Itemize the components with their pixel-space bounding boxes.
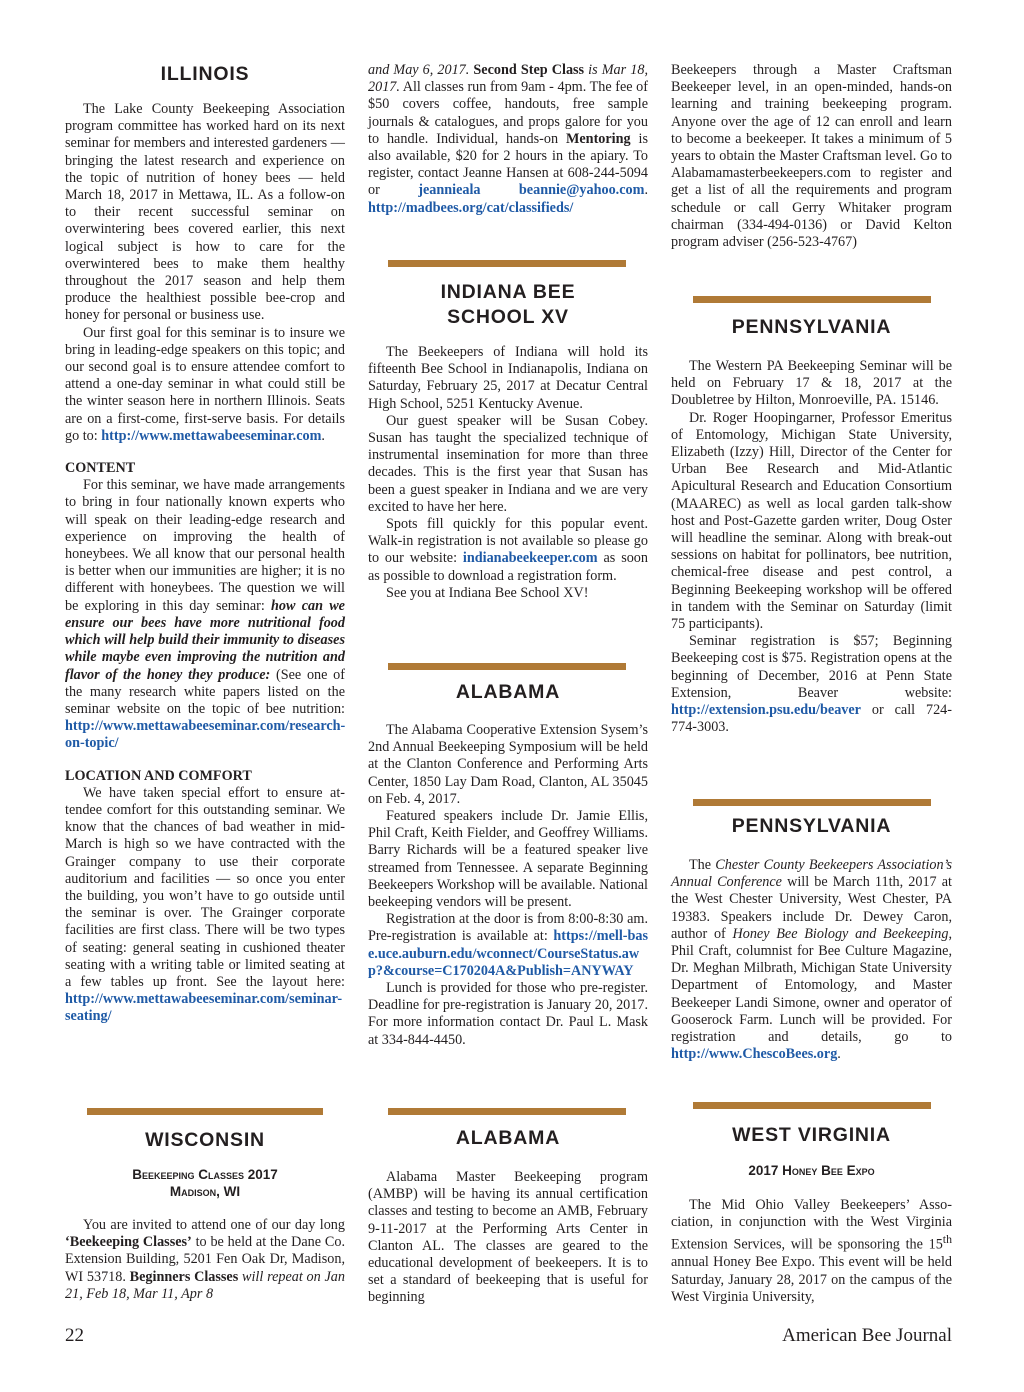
wisconsin-cont-text-c: . [644,182,648,199]
illinois-paragraph-3-text-b: (See one of the many research white papers listed on the seminar website on the topic of bee nutrition: [65,666,345,717]
madbees-link[interactable]: http://madbees.org/cat/classifieds/ [368,199,574,216]
west-virginia-section [671,1123,952,1306]
indiana-paragraph-3-end: as soon as possible to download a registration form. [368,550,648,584]
wisconsin-text-b: to be held at the Dane Co. Extension Building, 5201 Fen Oak Dr, Madison, WI 53718. [65,1234,345,1285]
indiana-paragraph-2: Our guest speaker will be Susan Cobey. Susan has taught the specialized technique of instrumental insemination for more than three decades. This is the first year that Susan has been a guest speaker in Indiana and we are very excited to have her here. [368,412,648,515]
chescobees-link[interactable]: http://www.ChescoBees.org [671,1046,838,1063]
pennsylvania-chester-paragraph [671,857,952,1063]
wisconsin-dates-italic: will repeat on Jan 21, Feb 18, Mar 11, Apr 8 [65,1268,345,1302]
illinois-paragraph-2-end: . [321,427,325,444]
research-on-topic-link[interactable]: http://www.mettawabeeseminar.com/research-on-topic/ [65,718,346,752]
wisconsin-paragraph-1 [65,1217,345,1303]
alabama-symposium-section [368,680,648,1049]
illinois-paragraph-4-text: We have taken special effort to ensure attendee comfort for this outstanding seminar. We know that the chances of bad weather in mid-March is high so we have contracted with the Grainger company to use their corporate auditorium and facilities — so once you enter the building, you won’t have to go outside until the seminar is over. The Grainger corporate facilities are first class. There will be two types of seating: general seating in cushioned theater seating with a writing table or limited seating at a few tables up front. See the layout here: [65,784,345,990]
wisconsin-cont-text-a: All classes run from 9am - 4pm. The fee of $50 covers coffee, handouts, free sample journals & catalogues, and props galore for you to handle. Individual, hands-on [368,79,648,147]
chester-text-end: . [837,1046,841,1063]
wisconsin-paragraph-continued [368,62,648,217]
alabama-paragraph-2: Featured speakers include Dr. Jamie Ellis, Phil Craft, Keith Fielder, and Geoffrey Williams. Barry Richards will be a featured speaker live streamed from Tennessee. A separate Beginning Beekeepers Workshop will be available. National beekeeping vendors will be present. [368,808,648,911]
wisconsin-location: Madison, WI [169,1184,241,1199]
mentoring-bold: Mentoring [565,130,631,147]
illinois-paragraph-4 [65,785,345,1026]
alabama-master-continued [671,62,952,251]
wisconsin-cont-italic: and May 6, 2017. [368,62,470,78]
wv-text-b: annual Honey Bee Expo. This event will be held Saturday, January 28, 2017 on the campus of the West Virginia University, [671,1254,952,1305]
indiana-heading-line-1: INDIANA BEE [440,281,576,303]
indiana-paragraph-3 [368,516,648,585]
publication-name: American Bee Journal [782,1325,952,1346]
indianabeekeeper-link[interactable]: indianabeekeeper.com [462,550,598,567]
alabama-master-paragraph: Alabama Master Beekeeping program (AMBP) will be having its annual certification classes and testing to become an AMB, February 9-11-2017 at the Performing Arts Center in Clanton AL. The classes are geared to the educational development of beekeepers. It is to set a standard of beekeeping that is useful for beginning [368,1169,648,1306]
section-divider [693,799,931,806]
wisconsin-section [65,1128,345,1303]
alabama-paragraph-3-text: Registration at the door is from 8:00-8:30 am. Pre-registration is available at: [368,911,648,945]
chester-conference-italic: Chester County Beekeepers Association’s Annual Conference [671,857,952,891]
pennsylvania-chester-section [671,814,952,1063]
illinois-nutrition-question: how can we ensure our bees have more nutritional food which will help build their immunity to diseases while maybe even improving the nutrition and flavor of the honey they produce: [65,597,345,683]
indiana-paragraph-3-text: Spots fill quickly for this popular event. Walk-in registration is not available so please go to our website: [368,516,648,567]
indiana-paragraph-1: The Beekeepers of Indiana will hold its fifteenth Bee School in Indianapolis, Indiana on Saturday, February 25, 2017 at Decatur Central High School, 5251 Kentucky Avenue. [368,344,648,412]
pennsylvania-heading-2: PENNSYLVANIA [731,815,892,837]
second-step-bold: Second Step Class [469,62,585,78]
alabama-paragraph-4: Lunch is provided for those who pre-register. Deadline for pre-registration is January 20, 2017. For more information contact Dr. Paul L. Mask at 334-844-4450. [368,980,648,1048]
alabama-master-paragraph-continued: Beekeepers through a Master Craftsman Beekeeper level, in an open-minded, hands-on learning and training beekeeping program. Anyone over the age of 12 can enroll and learn to become a beekeeper. It takes a minimum of 5 years to obtain the Master Craftsman level. Go to Alabamamasterbeekeepers.com to register and get a list of all the requirements and program schedule or call Gerry Whitaker program chairman (334-494-0136) or David Kelton program adviser (256-523-4767) [671,62,952,251]
pennsylvania-paragraph-3 [671,633,952,736]
alabama-master-heading: ALABAMA [455,1127,561,1149]
content-subheading: CONTENT [65,460,136,477]
chester-text-b: will be March 11th, 2017 at the West Chester University, West Chester, PA 19383. Speakers include Dr. Dewey Caron, author of [671,874,952,942]
page-number: 22 [65,1325,84,1346]
pennsylvania-paragraph-3-end: or call 724-774-3003. [671,702,952,736]
section-divider [388,1108,626,1115]
pennsylvania-paragraph-3-text: Seminar registration is $57; Beginning Beekeeping cost is $75. Registration opens at the beginning of December, 2016 at Penn State Extension, Beaver website: [671,633,952,701]
ordinal-superscript: th [942,1232,952,1247]
beginners-classes-bold: Beginners Classes [129,1268,239,1285]
jeanne-email-link[interactable]: jeannieala beannie@yahoo.com [418,182,645,199]
beekeeping-classes-bold: ‘Beekeeping Classes’ [65,1234,192,1251]
illinois-paragraph-3-text: For this seminar, we have made arrangements to bring in four nationally known experts who will speak on their leading-edge research and experience on improving the health of honeybees. We all know that our personal health is better when our immunities are higher; it is no different with honeybees. The question we will be exploring in this day seminar: [65,477,345,614]
west-virginia-heading: WEST VIRGINIA [732,1124,891,1146]
section-divider [693,296,931,303]
section-divider [388,663,626,670]
chester-text-c: , Phil Craft, columnist for Bee Culture Magazine, Dr. Meghan Milbrath, Michigan State University Department of Entomology, and Master Beekeeper Landi Simone, owner and operator of Gooserock Farm. Lunch will be provided. For registration and details, go to [671,925,952,1046]
seminar-seating-link[interactable]: http://www.mettawabeeseminar.com/seminar-seating/ [65,991,343,1025]
mettawa-seminar-link[interactable]: http://www.mettawabeeseminar.com [101,427,322,444]
section-divider [388,260,626,267]
pennsylvania-western-section [671,315,952,736]
illinois-section [65,62,345,1026]
wv-text-a: The Mid Ohio Valley Beekeepers’ Association, in conjunction with the West Virginia Extension Services, will be sponsoring the 15 [671,1197,952,1254]
illinois-paragraph-1: The Lake County Beekeeping Association program committee has worked hard on its next seminar for members and interested gardeners — bringing the latest research and experience on the topic of nutrition of honey bees — held March 18, 2017 in Mettawa, IL. As a follow-on to their recent successful seminar on overwintering bees covered earlier, this next logical subject is how to care for the overwintered bees to make them healthy throughout the 2017 season and help them produce the healthiest possible bee-crop and honey for personal or business use. [65,101,345,324]
pennsylvania-paragraph-2: Dr. Roger Hoopingarner, Professor Emeritus of Entomology, Michigan State University, Elizabeth (Izzy) Hill, Director of the Center for Urban Bee Research and Mid-Atlantic Apicultural Research and Education Consortium (MAAREC) as well as local garden talk-show host and Post-Gazette garden writer, Doug Oster will headline the seminar. Along with break-out sessions on habitat for pollinators, bee nutrition, chemical-free disease and pest control, a Beginning Beekeeping workshop will be offered in tandem with the Seminar on Saturday (limit 75 participants). [671,409,952,633]
indiana-paragraph-4: See you at Indiana Bee School XV! [386,584,589,601]
book-title-italic: Honey Bee Biology and Beekeeping [732,925,949,942]
alabama-master-section [368,1126,648,1307]
alabama-paragraph-3 [368,911,648,980]
indiana-heading-line-2: SCHOOL XV [447,306,569,328]
illinois-paragraph-2-text: Our first goal for this seminar is to insure we bring in leading-edge speakers on this topic; and our second goal is to ensure attendee comfort to attend a one-day seminar in what could still be the winter season here in northern Illinois. Seats are on a first-come, first-serve basis. For details go to: [65,324,345,444]
auburn-registration-link[interactable]: https://mell-base.uce.auburn.edu/wconnect/CourseStatus.awp?&course=C170204A&Publish=ANYWAY [368,928,648,979]
wisconsin-heading: WISCONSIN [145,1129,265,1151]
illinois-heading: ILLINOIS [160,63,250,85]
section-divider [693,1102,931,1109]
alabama-heading: ALABAMA [455,681,561,703]
location-subheading: LOCATION AND COMFORT [65,767,252,784]
west-virginia-paragraph [671,1197,952,1306]
illinois-paragraph-2 [65,325,345,445]
honey-bee-expo-subheading: 2017 Honey Bee Expo [748,1163,875,1178]
indiana-section [368,280,648,602]
illinois-paragraph-3 [65,477,345,752]
psu-extension-link[interactable]: http://extension.psu.edu/beaver [671,702,861,719]
pennsylvania-paragraph-1: The Western PA Beekeeping Seminar will be held on February 17 & 18, 2017 at the Doubletree by Hilton, Monroeville, PA. 15146. [671,358,952,409]
wisconsin-continued [368,62,648,217]
section-divider [87,1108,323,1115]
wisconsin-text-a: You are invited to attend one of our day long [83,1217,345,1233]
wisconsin-cont-text-b: is also available, $20 for 2 hours in the apiary. To register, contact Jeanne Hansen at 608-244-5094 or [368,130,648,199]
alabama-paragraph-1: The Alabama Cooperative Extension Sysem’s 2nd Annual Beekeeping Symposium will be held at the Clanton Conference and Performing Arts Center, 1850 Lay Dam Road, Clanton, AL 35045 on Feb. 4, 2017. [368,722,648,807]
pennsylvania-heading: PENNSYLVANIA [731,316,892,338]
wisconsin-subheading: Beekeeping Classes 2017 [132,1167,278,1182]
wisconsin-cont-italic-2: is Mar 18, 2017. [368,62,648,96]
chester-text-a: The [689,857,716,873]
